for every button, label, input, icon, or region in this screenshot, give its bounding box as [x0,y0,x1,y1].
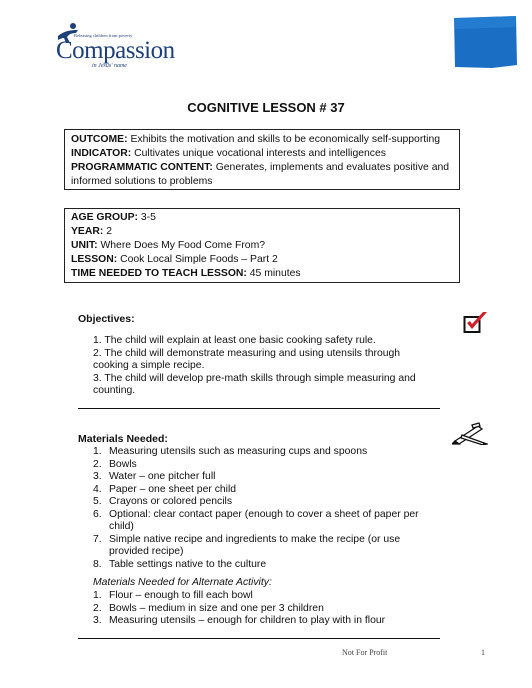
section-divider [78,408,440,409]
objectives-list [93,335,433,398]
lesson-info-box [64,208,460,283]
checkbox-check-icon [463,310,489,334]
time-label: TIME NEEDED TO TEACH LESSON: [71,268,247,279]
footer-text: Not For Profit [342,648,388,657]
time-line [71,267,453,281]
compassion-logo [52,22,175,70]
list-item: 3. Measuring utensils – enough for children to play with in flour [93,615,386,626]
lesson-label: LESSON: [71,254,118,265]
list-item: 1. Flour – enough to fill each bowl [93,590,253,601]
outcome-label: OUTCOME: [71,134,128,145]
lesson-value: Cook Local Simple Foods – Part 2 [117,254,278,265]
content-text: Generates, implements and evaluates positive and informed solutions to problems [71,162,450,187]
lesson-title: COGNITIVE LESSON # 37 [187,100,345,115]
time-value: 45 minutes [246,268,301,279]
indicator-line [71,147,453,161]
alternate-materials-list [93,590,433,628]
materials-list [93,446,433,571]
logo-subline: in Jesus' name [92,63,127,69]
content-label: PROGRAMMATIC CONTENT: [71,162,213,173]
year-value: 2 [103,226,113,237]
age-label: AGE GROUP: [71,212,138,223]
list-item: 8. Table settings native to the culture [93,558,267,570]
objectives-heading: Objectives: [78,313,135,325]
list-item: 1. The child will explain at least one basic cooking safety rule. [93,335,376,346]
list-item: 4. Paper – one sheet per child [93,483,237,495]
list-item: 1. Measuring utensils such as measuring cups and spoons [93,446,368,457]
list-item: 2. Bowls – medium in size and one per 3 children [93,602,324,614]
pencil-crayon-icon [452,421,488,445]
list-item: 3. Water – one pitcher full [93,471,216,482]
logo-wordmark: Compassion [56,37,175,64]
year-label: YEAR: [71,226,104,237]
age-value: 3-5 [137,212,156,223]
page-number: 1 [481,648,485,657]
list-item: 7. Simple native recipe and ingredients to make the recipe (or use provided recipe) [93,533,401,557]
lesson-line [71,253,453,267]
logo-tagline: Releasing children from poverty [74,33,133,38]
materials-heading: Materials Needed: [78,433,168,445]
indicator-text: Cultivates unique vocational interests and intelligences [131,148,386,159]
blue-brush-block [452,15,518,70]
unit-line [71,239,453,253]
outcome-text: Exhibits the motivation and skills to be economically self-supporting [127,134,441,145]
outcome-line [71,133,453,147]
list-item: 3. The child will develop pre-math skills through simple measuring and counting. [93,372,416,396]
indicator-label: INDICATOR: [71,148,132,159]
alternate-materials-heading: Materials Needed for Alternate Activity: [93,577,272,588]
list-item: 2. Bowls [93,458,137,470]
list-item: 6. Optional: clear contact paper (enough to cover a sheet of paper per child) [93,508,419,532]
content-line [71,161,453,189]
list-item: 5. Crayons or colored pencils [93,496,233,507]
section-divider [78,638,440,639]
unit-label: UNIT: [71,240,98,251]
outcome-box [64,129,460,190]
age-line [71,211,453,225]
unit-value: Where Does My Food Come From? [97,240,266,251]
list-item: 2. The child will demonstrate measuring and using utensils through cooking a simple recipe. [93,347,401,371]
year-line [71,225,453,239]
